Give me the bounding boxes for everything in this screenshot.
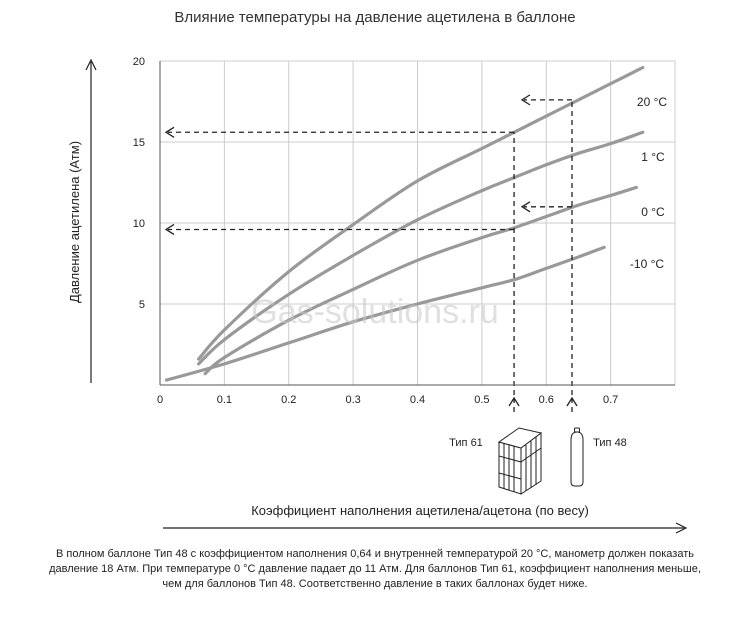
series-label: 0 °C	[641, 205, 665, 219]
type61-label: Тип 61	[449, 437, 483, 449]
y-axis-label: Давление ацетилена (Атм)	[67, 140, 82, 304]
series-label: -10 °C	[629, 257, 665, 271]
y-tick-label: 15	[132, 137, 145, 149]
x-tick-label: 0.1	[216, 394, 233, 406]
y-axis-arrow	[86, 60, 96, 383]
chart-title: Влияние температуры на давление ацетилена в баллоне	[174, 9, 576, 26]
type48-label: Тип 48	[593, 437, 627, 449]
watermark-text: Gas-solutions.ru	[251, 293, 499, 331]
caption-line-3: чем для баллонов Тип 48. Соответственно давление в таких баллонах будет ниже.	[162, 578, 588, 590]
y-tick-label: 20	[132, 56, 145, 68]
x-tick-label: 0.7	[602, 394, 619, 406]
x-axis-label: Коэффициент наполнения ацетилена/ацетона (по весу)	[251, 503, 589, 518]
series-label: 20 °C	[636, 95, 668, 109]
crate-icon	[499, 428, 541, 494]
axes	[133, 56, 675, 406]
grid	[160, 61, 675, 385]
gas-cylinder-icon	[571, 428, 583, 486]
y-tick-label: 10	[132, 218, 145, 230]
caption-line-1: В полном баллоне Тип 48 с коэффициентом наполнения 0,64 и внутренней температурой 20 °C, манометр должен показать	[56, 548, 694, 560]
x-tick-label: 0.2	[281, 394, 297, 406]
x-tick-label: 0.6	[538, 394, 554, 406]
x-axis-arrow	[163, 523, 686, 533]
curves	[166, 68, 667, 381]
x-tick-label: 0.5	[474, 394, 490, 406]
caption	[18, 547, 732, 592]
y-tick-label: 5	[138, 299, 145, 311]
caption-line-2: давление 18 Атм. При температуре 0 °C давление падает до 11 Атм. Для баллонов Тип 61, коэффициент наполнения меньше,	[49, 563, 701, 575]
x-tick-label: 0.3	[345, 394, 361, 406]
x-tick-label: 0.4	[409, 394, 426, 406]
x-tick-label: 0	[156, 394, 164, 406]
series-label: 1 °C	[641, 150, 665, 164]
